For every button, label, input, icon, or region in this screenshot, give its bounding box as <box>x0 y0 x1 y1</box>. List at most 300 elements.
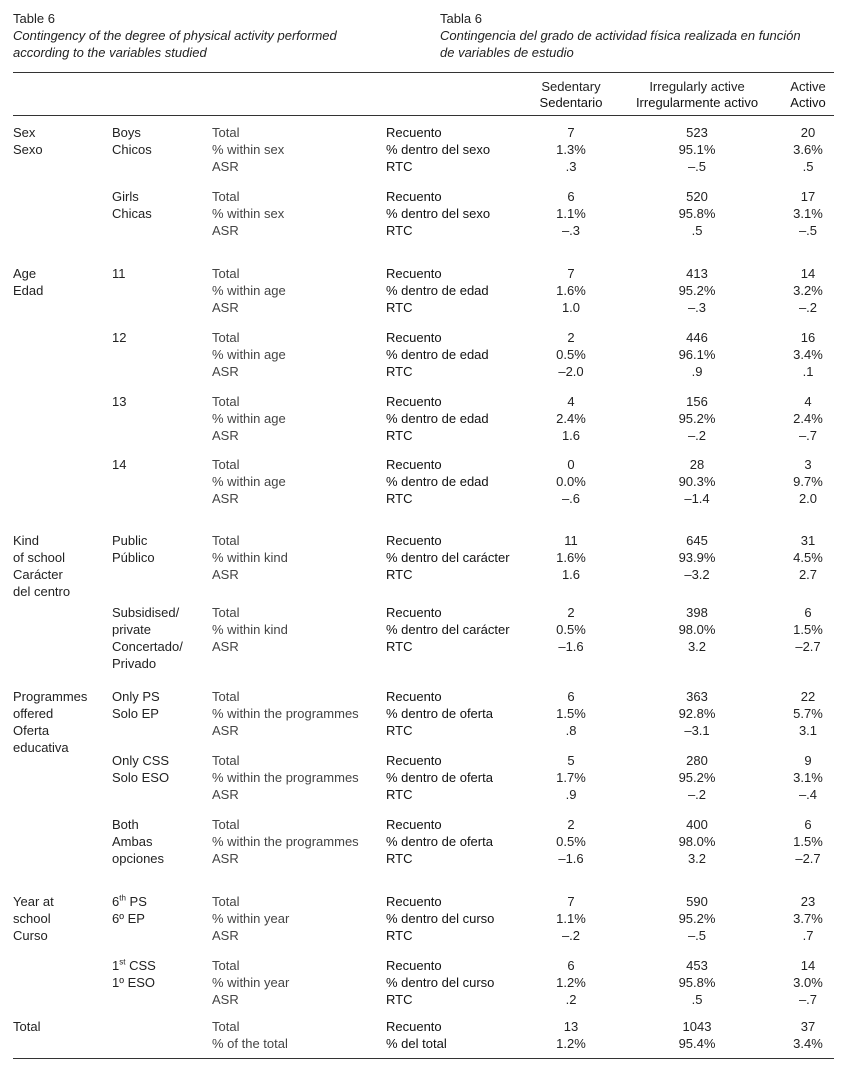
sedentary-value-line: .2 <box>565 992 577 1007</box>
variable-label-line: Total <box>13 1019 41 1034</box>
statistic-label-en-line: ASR <box>212 428 239 443</box>
active-value <box>773 816 843 867</box>
statistic-label-en-line: Total <box>212 894 240 909</box>
statistic-label-en-line: % within sex <box>212 206 285 221</box>
statistic-label-en-line: ASR <box>212 787 239 802</box>
irregular-value-line: 95.1% <box>678 142 716 157</box>
active-value <box>773 265 843 316</box>
statistic-label-es-line: % dentro de edad <box>386 347 489 362</box>
sedentary-value-line: 1.5% <box>556 706 586 721</box>
statistic-label-en-line: % within age <box>212 283 286 298</box>
sedentary-value-line: 6 <box>567 689 575 704</box>
active-value-line: .5 <box>802 159 814 174</box>
irregular-value-line: –3.2 <box>684 567 710 582</box>
statistic-label-es-line: % dentro del sexo <box>386 206 491 221</box>
irregular-value <box>652 393 742 444</box>
active-value-line: 20 <box>800 125 816 140</box>
variable-label-line: Programmes <box>13 689 88 704</box>
statistic-label-en-line: % within kind <box>212 622 288 637</box>
statistic-label-en <box>212 456 384 507</box>
active-value-line: –.7 <box>798 428 818 443</box>
variable-label-line: del centro <box>13 584 71 599</box>
category-label <box>112 957 207 991</box>
active-value-line: 4 <box>804 394 812 409</box>
irregular-value-line: –1.4 <box>684 491 710 506</box>
statistic-label-es-line: Recuento <box>386 605 442 620</box>
column-header-sedentary <box>524 79 618 111</box>
irregular-value-line: 98.0% <box>678 622 716 637</box>
sedentary-value-line: 2 <box>567 817 575 832</box>
irregular-value-line: 453 <box>686 958 708 973</box>
caption-en <box>13 10 413 61</box>
irregular-value-line: –.3 <box>687 300 707 315</box>
active-value-line: 2.0 <box>798 491 818 506</box>
caption-en-title: Table 6 <box>13 11 55 26</box>
irregular-value-line: .5 <box>691 992 703 1007</box>
statistic-label-en-line: % within age <box>212 347 286 362</box>
irregular-value-line: 280 <box>686 753 708 768</box>
statistic-label-es-line: Recuento <box>386 394 442 409</box>
statistic-label-en-line: Total <box>212 533 240 548</box>
category-label <box>112 816 207 867</box>
category-label <box>112 188 207 222</box>
active-value-line: 6 <box>804 817 812 832</box>
active-value-line: 3.1% <box>793 770 823 785</box>
irregular-value <box>652 1018 742 1052</box>
statistic-label-es-line: Recuento <box>386 958 442 973</box>
statistic-label-es <box>386 532 534 583</box>
variable-label <box>13 532 108 600</box>
active-value-line: 2.7 <box>798 567 818 582</box>
irregular-value-line: 95.8% <box>678 206 716 221</box>
category-label <box>112 688 207 722</box>
irregular-value-line: 446 <box>686 330 708 345</box>
category-label-line: Chicas <box>112 206 152 221</box>
irregular-value <box>652 456 742 507</box>
sedentary-value-line: .3 <box>565 159 577 174</box>
statistic-label-es <box>386 265 534 316</box>
sedentary-value-line: 0.5% <box>556 347 586 362</box>
statistic-label-es-line: % dentro del curso <box>386 911 495 926</box>
statistic-label-es-line: Recuento <box>386 753 442 768</box>
sedentary-value-line: 0.0% <box>556 474 586 489</box>
statistic-label-en <box>212 532 384 583</box>
sedentary-value <box>531 124 611 175</box>
column-header-irregular <box>627 79 767 111</box>
sedentary-value-line: –2.0 <box>558 364 584 379</box>
category-label <box>112 265 207 282</box>
sedentary-value-line: 2 <box>567 605 575 620</box>
sedentary-value <box>531 752 611 803</box>
irregular-value-line: –.5 <box>687 159 707 174</box>
active-value-line: 2.4% <box>793 411 823 426</box>
statistic-label-en-line: Total <box>212 457 240 472</box>
sedentary-value-line: 5 <box>567 753 575 768</box>
variable-label <box>13 893 108 944</box>
category-label <box>112 604 207 672</box>
category-label-line: 11 <box>112 266 126 281</box>
statistic-label-en-line: % within sex <box>212 142 285 157</box>
variable-label-line: Edad <box>13 283 44 298</box>
sedentary-value-line: 13 <box>563 1019 579 1034</box>
active-value-line: 9 <box>804 753 812 768</box>
statistic-label-en-line: ASR <box>212 851 239 866</box>
statistic-label-es-line: % dentro de edad <box>386 411 489 426</box>
statistic-label-en-line: ASR <box>212 491 239 506</box>
active-value-line: –2.7 <box>795 639 821 654</box>
sedentary-value <box>531 688 611 739</box>
variable-label <box>13 124 108 158</box>
statistic-label-en-line: % within age <box>212 474 286 489</box>
sedentary-value-line: 1.6 <box>561 428 581 443</box>
active-value-line: 3.1% <box>793 206 823 221</box>
active-value-line: –.2 <box>798 300 818 315</box>
irregular-value-line: –.5 <box>687 928 707 943</box>
category-label <box>112 124 207 158</box>
statistic-label-es-line: RTC <box>386 491 413 506</box>
sedentary-value <box>531 393 611 444</box>
statistic-label-es-line: RTC <box>386 992 413 1007</box>
category-label <box>112 532 207 566</box>
irregular-value-line: 98.0% <box>678 834 716 849</box>
statistic-label-es-line: % dentro de oferta <box>386 770 493 785</box>
statistic-label-en <box>212 265 384 316</box>
irregular-value-line: –3.1 <box>684 723 710 738</box>
statistic-label-en-line: % within year <box>212 975 290 990</box>
irregular-value <box>652 816 742 867</box>
category-label-line: Boys <box>112 125 141 140</box>
sedentary-value-line: –.2 <box>561 928 581 943</box>
statistic-label-es <box>386 456 534 507</box>
irregular-value-line: 523 <box>686 125 708 140</box>
statistic-label-en <box>212 329 384 380</box>
statistic-label-es-line: Recuento <box>386 689 442 704</box>
sedentary-value-line: 1.6% <box>556 283 586 298</box>
statistic-label-es-line: Recuento <box>386 1019 442 1034</box>
sedentary-value-line: –1.6 <box>558 851 584 866</box>
irregular-value-line: 93.9% <box>678 550 716 565</box>
irregular-value-line: 590 <box>686 894 708 909</box>
statistic-label-es-line: % dentro del carácter <box>386 550 510 565</box>
column-header-irregular-en: Irregularly active <box>649 79 745 94</box>
sedentary-value-line: 1.2% <box>556 1036 586 1051</box>
statistic-label-es-line: Recuento <box>386 266 442 281</box>
statistic-label-en <box>212 957 384 1008</box>
active-value-line: 4.5% <box>793 550 823 565</box>
category-label-line: Público <box>112 550 155 565</box>
active-value <box>773 752 843 803</box>
active-value-line: 1.5% <box>793 622 823 637</box>
statistic-label-es-line: Recuento <box>386 330 442 345</box>
statistic-label-en-line: Total <box>212 266 240 281</box>
category-label-line: Privado <box>112 656 157 671</box>
active-value-line: –.4 <box>798 787 818 802</box>
caption-en-subtitle-line-2: according to the variables studied <box>13 45 207 60</box>
active-value <box>773 893 843 944</box>
sedentary-value <box>531 532 611 583</box>
sedentary-value-line: 1.2% <box>556 975 586 990</box>
active-value-line: –.5 <box>798 223 818 238</box>
statistic-label-es-line: RTC <box>386 723 413 738</box>
irregular-value-line: 1043 <box>682 1019 712 1034</box>
sedentary-value <box>531 329 611 380</box>
sedentary-value-line: .8 <box>565 723 577 738</box>
variable-label <box>13 688 108 756</box>
sedentary-value-line: 1.0 <box>561 300 581 315</box>
statistic-label-en-line: ASR <box>212 723 239 738</box>
statistic-label-es-line: RTC <box>386 300 413 315</box>
statistic-label-es-line: Recuento <box>386 894 442 909</box>
irregular-value <box>652 893 742 944</box>
sedentary-value <box>531 265 611 316</box>
sedentary-value <box>531 188 611 239</box>
active-value <box>773 124 843 175</box>
statistic-label-en <box>212 1018 384 1052</box>
sedentary-value-line: 7 <box>567 125 575 140</box>
statistic-label-es <box>386 393 534 444</box>
statistic-label-es-line: Recuento <box>386 189 442 204</box>
statistic-label-en-line: Total <box>212 189 240 204</box>
active-value-line: 3.7% <box>793 911 823 926</box>
statistic-label-es-line: % dentro de oferta <box>386 706 493 721</box>
statistic-label-en-line: ASR <box>212 639 239 654</box>
statistic-label-es-line: RTC <box>386 639 413 654</box>
sedentary-value-line: 2 <box>567 330 575 345</box>
sedentary-value <box>531 816 611 867</box>
caption-es <box>440 10 840 61</box>
statistic-label-en-line: ASR <box>212 567 239 582</box>
category-label-line: opciones <box>112 851 165 866</box>
variable-label <box>13 265 108 299</box>
active-value <box>773 456 843 507</box>
active-value-line: 6 <box>804 605 812 620</box>
irregular-value-line: –.2 <box>687 428 707 443</box>
irregular-value-line: 95.2% <box>678 411 716 426</box>
statistic-label-es-line: % dentro de edad <box>386 283 489 298</box>
irregular-value-line: 95.2% <box>678 283 716 298</box>
irregular-value-line: 413 <box>686 266 708 281</box>
statistic-label-en-line: Total <box>212 753 240 768</box>
statistic-label-es-line: RTC <box>386 159 413 174</box>
active-value-line: 3.0% <box>793 975 823 990</box>
statistic-label-es <box>386 604 534 655</box>
sedentary-value-line: 0.5% <box>556 834 586 849</box>
caption-es-subtitle-line-2: de variables de estudio <box>440 45 574 60</box>
column-header-sedentary-en: Sedentary <box>541 79 601 94</box>
statistic-label-en <box>212 393 384 444</box>
active-value-line: 14 <box>800 958 816 973</box>
statistic-label-en <box>212 688 384 739</box>
statistic-label-en-line: % within age <box>212 411 286 426</box>
irregular-value <box>652 124 742 175</box>
irregular-value <box>652 752 742 803</box>
statistic-label-es-line: % dentro del carácter <box>386 622 510 637</box>
irregular-value-line: –.2 <box>687 787 707 802</box>
statistic-label-es <box>386 1018 534 1052</box>
category-label-line: private <box>112 622 152 637</box>
irregular-value-line: 96.1% <box>678 347 716 362</box>
variable-label-line: Sex <box>13 125 36 140</box>
active-value <box>773 532 843 583</box>
statistic-label-en-line: Total <box>212 1019 240 1034</box>
sedentary-value-line: .9 <box>565 787 577 802</box>
statistic-label-es-line: RTC <box>386 851 413 866</box>
active-value-line: 3.1 <box>798 723 818 738</box>
statistic-label-en-line: ASR <box>212 364 239 379</box>
active-value <box>773 688 843 739</box>
irregular-value <box>652 957 742 1008</box>
statistic-label-es-line: Recuento <box>386 457 442 472</box>
active-value-line: 3.2% <box>793 283 823 298</box>
active-value <box>773 1018 843 1052</box>
statistic-label-en <box>212 124 384 175</box>
variable-label-line: Kind <box>13 533 40 548</box>
column-header-sedentary-es: Sedentario <box>539 95 603 110</box>
sedentary-value-line: 7 <box>567 894 575 909</box>
statistic-label-en-line: Total <box>212 330 240 345</box>
sedentary-value-line: 6 <box>567 958 575 973</box>
column-header-active <box>773 79 843 111</box>
sedentary-value-line: 11 <box>564 533 578 548</box>
statistic-label-es <box>386 816 534 867</box>
variable-label-line: school <box>13 911 51 926</box>
irregular-value <box>652 188 742 239</box>
irregular-value-line: 400 <box>686 817 708 832</box>
category-label-line: 14 <box>112 457 127 472</box>
caption-es-subtitle-line-1: Contingencia del grado de actividad física realizada en función <box>440 28 801 43</box>
variable-label-line: Curso <box>13 928 48 943</box>
statistic-label-en-line: ASR <box>212 159 239 174</box>
irregular-value-line: 28 <box>689 457 705 472</box>
category-label-line: 6º EP <box>112 911 145 926</box>
active-value <box>773 188 843 239</box>
active-value-line: 23 <box>800 894 816 909</box>
statistic-label-en <box>212 188 384 239</box>
sedentary-value-line: 6 <box>567 189 575 204</box>
sedentary-value-line: –.3 <box>561 223 581 238</box>
statistic-label-en-line: ASR <box>212 928 239 943</box>
statistic-label-es-line: RTC <box>386 364 413 379</box>
sedentary-value-line: 0.5% <box>556 622 586 637</box>
statistic-label-en-line: % within the programmes <box>212 706 359 721</box>
sedentary-value-line: –1.6 <box>558 639 584 654</box>
category-label-line: Only PS <box>112 689 160 704</box>
statistic-label-es <box>386 752 534 803</box>
variable-label-line: Oferta <box>13 723 50 738</box>
statistic-label-es-line: % dentro de oferta <box>386 834 493 849</box>
category-label <box>112 456 207 473</box>
sedentary-value-line: –.6 <box>561 491 581 506</box>
active-value-line: 9.7% <box>793 474 823 489</box>
active-value <box>773 329 843 380</box>
statistic-label-en <box>212 816 384 867</box>
variable-label-line: Age <box>13 266 37 281</box>
variable-label <box>13 1018 108 1035</box>
statistic-label-en-line: ASR <box>212 300 239 315</box>
statistic-label-es <box>386 188 534 239</box>
statistic-label-es-line: % dentro del curso <box>386 975 495 990</box>
caption-en-subtitle-line-1: Contingency of the degree of physical activity performed <box>13 28 337 43</box>
irregular-value-line: 645 <box>686 533 708 548</box>
column-header-irregular-es: Irregularmente activo <box>635 95 759 110</box>
active-value-line: 1.5% <box>793 834 823 849</box>
statistic-label-es <box>386 688 534 739</box>
irregular-value-line: 95.2% <box>678 770 716 785</box>
sedentary-value-line: 4 <box>567 394 575 409</box>
variable-label-line: of school <box>13 550 66 565</box>
category-label-line: 13 <box>112 394 127 409</box>
active-value-line: 3.4% <box>793 1036 823 1051</box>
statistic-label-es-line: % dentro de edad <box>386 474 489 489</box>
variable-label-line: offered <box>13 706 54 721</box>
category-label <box>112 752 207 786</box>
irregular-value-line: 95.8% <box>678 975 716 990</box>
sedentary-value-line: 1.1% <box>556 206 586 221</box>
statistic-label-es-line: RTC <box>386 223 413 238</box>
irregular-value-line: 90.3% <box>678 474 716 489</box>
statistic-label-en-line: % of the total <box>212 1036 288 1051</box>
category-label-line: Public <box>112 533 148 548</box>
category-label-line: Both <box>112 817 139 832</box>
statistic-label-en-line: Total <box>212 817 240 832</box>
irregular-value <box>652 329 742 380</box>
statistic-label-en-line: Total <box>212 689 240 704</box>
statistic-label-es <box>386 893 534 944</box>
active-value-line: 3.4% <box>793 347 823 362</box>
top-rule <box>13 72 834 73</box>
statistic-label-es <box>386 329 534 380</box>
statistic-label-es-line: Recuento <box>386 817 442 832</box>
sedentary-value-line: 1.6 <box>561 567 581 582</box>
sedentary-value-line: 0 <box>567 457 575 472</box>
irregular-value-line: 363 <box>686 689 708 704</box>
statistic-label-en-line: % within year <box>212 911 290 926</box>
statistic-label-es <box>386 124 534 175</box>
sedentary-value-line: 1.3% <box>556 142 586 157</box>
active-value-line: 5.7% <box>793 706 823 721</box>
statistic-label-en-line: Total <box>212 605 240 620</box>
active-value <box>773 604 843 655</box>
statistic-label-en <box>212 752 384 803</box>
active-value <box>773 393 843 444</box>
statistic-label-en <box>212 604 384 655</box>
statistic-label-es <box>386 957 534 1008</box>
sedentary-value-line: 1.6% <box>556 550 586 565</box>
active-value-line: 31 <box>800 533 816 548</box>
statistic-label-es-line: Recuento <box>386 533 442 548</box>
category-label-line: 1º ESO <box>112 975 156 990</box>
active-value-line: 3.6% <box>793 142 823 157</box>
sedentary-value-line: 7 <box>567 266 575 281</box>
active-value-line: –.7 <box>798 992 818 1007</box>
active-value-line: .7 <box>802 928 814 943</box>
statistic-label-en-line: % within the programmes <box>212 770 359 785</box>
irregular-value-line: 520 <box>686 189 708 204</box>
active-value-line: –2.7 <box>795 851 821 866</box>
column-header-active-en: Active <box>790 79 826 94</box>
statistic-label-en <box>212 893 384 944</box>
statistic-label-en-line: ASR <box>212 223 239 238</box>
statistic-label-en-line: Total <box>212 125 240 140</box>
statistic-label-en-line: ASR <box>212 992 239 1007</box>
category-label-line: Ambas <box>112 834 153 849</box>
category-label-line: 6th PS <box>112 893 147 909</box>
active-value-line: 22 <box>800 689 816 704</box>
category-label <box>112 393 207 410</box>
statistic-label-en-line: % within kind <box>212 550 288 565</box>
sedentary-value-line: 1.1% <box>556 911 586 926</box>
irregular-value <box>652 604 742 655</box>
